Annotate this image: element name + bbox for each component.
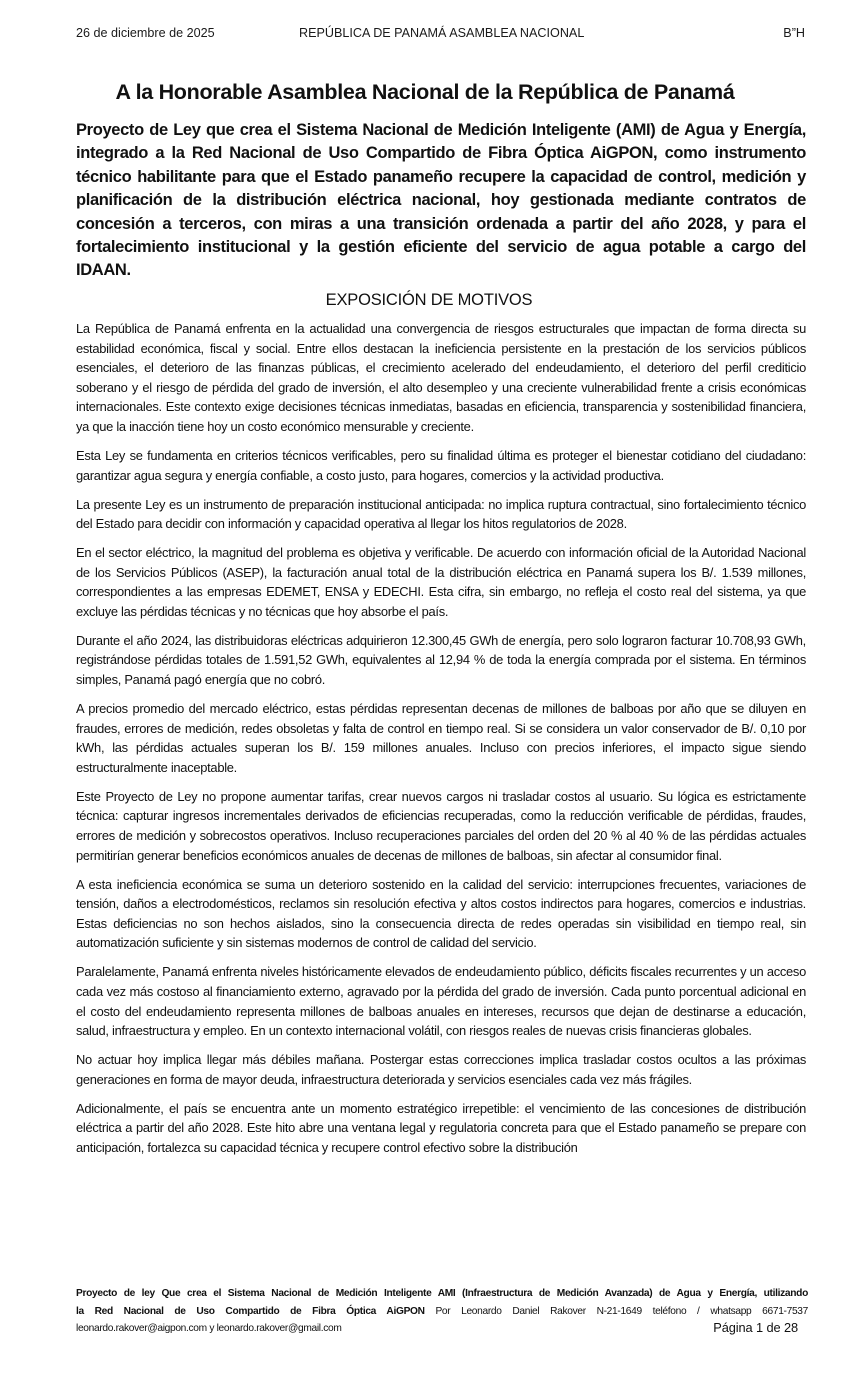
paragraph: Este Proyecto de Ley no propone aumentar tarifas, crear nuevos cargos ni trasladar costos al usuario. Su lógica es estrictamente técnica: capturar ingresos incrementales derivados de eficiencias recuperadas, como la reducción verificable de pérdidas, fraudes, errores de medición y sobrecostos operativos. Incluso recuperaciones parciales del orden del 20 % al 40 % de las pérdidas actuales permitirían generar beneficios económicos anuales de decenas de millones de balboas, sin afectar al consumidor final. [76, 788, 806, 863]
page-number: Página 1 de 28 [713, 1320, 798, 1335]
header-date: 26 de diciembre de 2025 [76, 26, 215, 40]
paragraph: Paralelamente, Panamá enfrenta niveles históricamente elevados de endeudamiento público, déficits fiscales recurrentes y un acceso cada vez más costoso al financiamiento externo, agravado por la pérdida del grado de inversión. Cada punto porcentual adicional en el costo del endeudamiento representa millones de balboas anuales en intereses, recursos que dejan de destinarse a educación, salud, infraestructura y empleo. En un contexto internacional volátil, con riesgos reales de nuevas crisis financieras globales. [76, 964, 806, 1039]
page-footer [76, 1285, 808, 1338]
running-header [76, 26, 805, 44]
paragraph: La presente Ley es un instrumento de preparación institucional anticipada: no implica ruptura contractual, sino fortalecimiento técnico del Estado para decidir con información y capacidad operativa al llegar los hitos regulatorios de 2028. [76, 496, 806, 532]
bill-subtitle: Proyecto de Ley que crea el Sistema Nacional de Medición Inteligente (AMI) de Agua y Energía, integrado a la Red Nacional de Uso Compartido de Fibra Óptica AiGPON, como instrumento técnico habilitante para que el Estado panameño recupere la capacidad de control, medición y planificación de la distribución eléctrica nacional, hoy gestionada mediante contratos de concesión a terceros, con miras a una transición ordenada a partir del año 2028, y para el fortalecimiento institucional y la gestión eficiente del servicio de agua potable a cargo del IDAAN. [76, 121, 806, 280]
body-text [76, 319, 806, 1167]
footer-emails[interactable]: leonardo.rakover@aigpon.com y leonardo.rakover@gmail.com [76, 1323, 342, 1334]
paragraph: No actuar hoy implica llegar más débiles mañana. Postergar estas correcciones implica trasladar costos ocultos a las próximas generaciones en forma de mayor deuda, infraestructura deteriorada y servicios esenciales cada vez más frágiles. [76, 1052, 806, 1087]
paragraph: Esta Ley se fundamenta en criterios técnicos verificables, pero su finalidad última es proteger el bienestar cotidiano del ciudadano: garantizar agua segura y energía confiable, a costo justo, para hogares, comercios y la actividad productiva. [76, 447, 806, 483]
footer-network-name: la Red Nacional de Uso Compartido de Fibra Óptica AiGPON [76, 1305, 425, 1317]
section-heading: EXPOSICIÓN DE MOTIVOS [325, 291, 533, 309]
paragraph: La República de Panamá enfrenta en la actualidad una convergencia de riesgos estructurales que impactan de forma directa su estabilidad económica, fiscal y social. Entre ellos destacan la ineficiencia persistente en la prestación de los servicios públicos esenciales, el deterioro de las finanzas públicas, el crecimiento acelerado del endeudamiento, el deterioro del perfil crediticio soberano y el riesgo de pérdida del grado de inversión, el alto desempleo y una creciente vulnerabilidad frente a crisis económicas internacionales. Este contexto exige decisiones técnicas inmediatas, basadas en eficiencia, transparencia y sostenibilidad financiera, ya que la inacción tiene hoy un costo económico mensurable y creciente. [76, 321, 806, 434]
paragraph: A esta ineficiencia económica se suma un deterioro sostenido en la calidad del servicio: interrupciones frecuentes, variaciones de tensión, daños a electrodomésticos, reclamos sin resolución efectiva y altos costos indirectos para hogares, comercios e industrias. Estas deficiencias no son hechos aislados, sino la consecuencia directa de redes operadas sin visibilidad en tiempo real, sin automatización suficiente y sin sistemas modernos de control de calidad del servicio. [76, 876, 806, 951]
header-institution: REPÚBLICA DE PANAMÁ ASAMBLEA NACIONAL [299, 26, 585, 40]
paragraph: Durante el año 2024, las distribuidoras eléctricas adquirieron 12.300,45 GWh de energía, pero solo lograron facturar 10.708,93 GWh, registrándose pérdidas totales de 1.591,52 GWh, equivalentes al 12,94 % de toda la energía comprada por el sistema. En términos simples, Panamá pagó energía que no cobró. [76, 632, 806, 688]
paragraph: A precios promedio del mercado eléctrico, estas pérdidas representan decenas de millones de balboas por año que se diluyen en fraudes, errores de medición, redes obsoletas y falta de control en tiempo real. Si se considera un valor conservador de B/. 0,10 por kWh, las pérdidas actuales superan los B/. 159 millones anuales. Incluso con precios inferiores, el impacto sigue siendo estructuralmente inaceptable. [76, 701, 806, 775]
paragraph: En el sector eléctrico, la magnitud del problema es objetiva y verificable. De acuerdo con información oficial de la Autoridad Nacional de los Servicios Públicos (ASEP), la facturación anual total de la distribución eléctrica en Panamá supera los B/. 1.539 millones, correspondientes a las empresas EDEMET, ENSA y EDECHI. Esta cifra, sin embargo, no refleja el costo real del sistema, ya que excluye las pérdidas técnicas y no técnicas que hoy absorbe el país. [76, 545, 806, 619]
paragraph: Adicionalmente, el país se encuentra ante un momento estratégico irrepetible: el vencimiento de las concesiones de distribución eléctrica a partir del año 2028. Este hito abre una ventana legal y regulatoria concreta para que el Estado panameño se prepare con anticipación, fortalezca su capacidad técnica y recupere control efectivo sobre la distribución [76, 1100, 806, 1155]
document-title: A la Honorable Asamblea Nacional de la República de Panamá [115, 80, 735, 104]
footer-bill-title: Proyecto de ley Que crea el Sistema Nacional de Medición Inteligente AMI (Infraestructura de Medición Avanzada) de Agua y Energía, utilizando [76, 1288, 808, 1299]
header-mark: B”H [783, 26, 805, 40]
footer-author-contact: Por Leonardo Daniel Rakover N-21-1649 teléfono / whatsapp 6671-7537 [424, 1305, 808, 1317]
footer-author-line [76, 1303, 808, 1321]
footer-contact-line [76, 1320, 808, 1338]
